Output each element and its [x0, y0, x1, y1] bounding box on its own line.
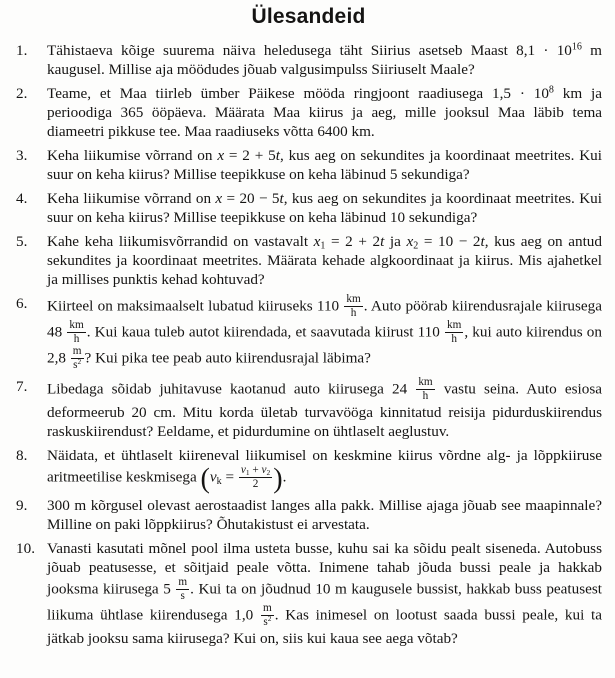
- problem-item-5: [15, 232, 602, 289]
- math-variable: x: [217, 147, 225, 164]
- fraction: [238, 465, 273, 491]
- problem-item-10: [15, 539, 602, 648]
- problem-text: Teame, et Maa tiirleb ümber Päikese mööda ringjoont raadiusega $1,5 \cdot 10^8$ km ja perioodiga 365 ööpäeva. Määrata Maa kiirus ja aeg, mille jooksul Maa läbib tema diameetri pikkuse tee. Maa raadiuseks võtta 6400 km.: [47, 84, 602, 140]
- math-variable: x: [215, 190, 223, 207]
- problem-text: Keha liikumise võrrand on x = 2 + 5t, kus aeg on sekundites ja koordinaat meetrites. Kui suur on keha kiirus? Millise teepikkuse on keha läbinud 5 sekundiga?: [47, 147, 602, 183]
- problem-text: Näidata, et ühtlaselt kiireneval liikumisel on keskmine kiirus võrdne alg- ja lõppkiiruse aritmeetilise keskmisega ($v_k$ = $\frac{v_1 + v_2}{2}$ ).: [47, 446, 602, 495]
- math-variable: x: [406, 233, 414, 250]
- superscript: 8: [548, 84, 554, 96]
- problem-number: 7.: [16, 377, 28, 395]
- problem-item-6: [15, 294, 602, 372]
- fraction-denominator: $s^2$: [263, 614, 272, 629]
- fraction: [66, 320, 86, 346]
- fraction-denominator: h: [451, 333, 457, 346]
- problem-number: 5.: [16, 233, 28, 250]
- problem-text: Keha liikumise võrrand on x = 20 − 5t, kus aeg on sekundites ja koordinaat meetrites. Kui suur on keha kiirus? Millise teepikkuse on keha läbinud 10 sekundiga?: [47, 190, 602, 226]
- superscript: 2: [267, 614, 272, 624]
- problem-text: Kiirteel on maksimaalselt lubatud kiiruseks 110 $\frac{km}{h}$ . Auto pöörab kiirendusrajale kiirusega 48 $\frac{km}{h}$ . Kui kaua tuleb autot kiirendada, et saavutada kiirust 110 $\frac{km}{h}$ , kui auto kiirendus on 2,8 $\frac{m}{s^2}$ ? Kui pika tee peab auto kiirendusrajal läbima?: [47, 293, 602, 372]
- subscript: 1: [245, 467, 250, 477]
- problem-number: 4.: [16, 190, 28, 207]
- fraction-numerator: km: [344, 294, 362, 307]
- big-parenthesis: (: [200, 463, 210, 495]
- math-variable: t: [380, 233, 385, 250]
- fraction-numerator: km: [445, 320, 463, 333]
- problem-item-4: [15, 189, 602, 227]
- fraction-numerator: km: [67, 320, 85, 333]
- fraction-numerator: m: [261, 603, 274, 616]
- math-variable: x: [313, 233, 321, 250]
- fraction-numerator: $v_1 + v_2$: [240, 463, 271, 477]
- subscript: 1: [320, 240, 326, 252]
- problem-item-7: [15, 377, 602, 441]
- problem-number: 6.: [16, 295, 28, 312]
- problem-item-1: [15, 41, 602, 79]
- problem-item-9: [15, 496, 602, 534]
- math-variable: t: [279, 190, 284, 207]
- subscript: 2: [266, 467, 271, 477]
- problem-number: 10.: [16, 539, 35, 557]
- subscript: k: [216, 475, 222, 487]
- fraction: [415, 377, 435, 403]
- problem-item-2: [15, 84, 602, 141]
- fraction: [343, 294, 363, 320]
- problem-text: Vanasti kasutati mõnel pool ilma usteta busse, kuhu sai ka sõidu pealt siseneda. Autobuss jõuab peatusesse, et sõitjaid peale võtta. Inimene tahab jõuda bussi peale ja hakkab jooksma kiirusega 5 $\frac{m}{s}$ . Kui ta on jõudnud 10 m kaugusele bussist, hakkab buss peatusest liikuma ühtlase kiirendusega 1,0 $\frac{m}{s^2}$ . Kas inimesel on lootust saada bussi peale, kui ta jätkab jooksu sama kiirusega? Kui on, siis kui kaua see aega võtab?: [47, 539, 602, 647]
- problem-text: Tähistaeva kõige suurema näiva heledusega täht Siirius asetseb Maast $8,1 \cdot 10^{16}$ m kaugusel. Millise aja möödudes jõuab valgusimpulss Siiriuselt Maale?: [47, 41, 602, 78]
- fraction-numerator: m: [71, 346, 84, 359]
- problem-item-8: [15, 446, 602, 495]
- math-variable: t: [480, 233, 485, 250]
- fraction: [175, 577, 190, 603]
- superscript: 16: [571, 41, 582, 53]
- subscript: 2: [413, 240, 419, 252]
- fraction-denominator: $s^2$: [73, 357, 82, 372]
- problem-text: 300 m kõrgusel olevast aerostaadist langes alla pakk. Millise ajaga jõuab see maapinnale? Milline on paki lõppkiirus? Õhutakistust ei arvestata.: [47, 496, 602, 533]
- fraction: [260, 603, 275, 629]
- fraction-denominator: h: [73, 333, 80, 346]
- math-variable: t: [275, 147, 280, 164]
- problem-number: 2.: [16, 85, 28, 102]
- page-title: Ülesandeid: [251, 5, 366, 28]
- fraction: [444, 320, 464, 346]
- problem-number: 9.: [16, 496, 28, 514]
- problems-list: [15, 41, 602, 648]
- big-parenthesis: ): [273, 463, 283, 495]
- problem-number: 3.: [16, 147, 28, 164]
- superscript: 2: [77, 357, 82, 367]
- fraction-denominator: 2: [252, 478, 259, 491]
- problem-text: Libedaga sõidab juhitavuse kaotanud auto kiirusega 24 $\frac{km}{h}$ vastu seina. Auto esiosa deformeerub 20 cm. Mitu korda ületab turvavööga kinnitatud reisija pidurduskiirendus raskuskiirendust? Eeldame, et pidurdumine on ühtlaselt aeglustuv.: [47, 375, 602, 440]
- fraction-denominator: s: [180, 590, 185, 603]
- fraction: [70, 346, 85, 372]
- problem-item-3: [15, 146, 602, 184]
- fraction-denominator: h: [422, 390, 429, 403]
- fraction-denominator: h: [350, 307, 357, 320]
- fraction-numerator: m: [176, 577, 189, 590]
- problem-text: Kahe keha liikumisvõrrandid on vastavalt $x_1 = 2 + 2t$ ja $x_2 = 10 - 2t$, kus aeg on antud sekundites ja koordinaat meetrites. Määrata kehade algkoordinaat ja kiirus. Mis ajahetkel ja millises punktis kehad kohtuvad?: [47, 233, 602, 288]
- problem-number: 8.: [16, 446, 28, 464]
- math-variable: v: [261, 463, 267, 476]
- fraction-numerator: km: [416, 377, 434, 390]
- math-variable: v: [240, 463, 246, 476]
- problem-number: 1.: [16, 42, 28, 59]
- math-variable: v: [209, 468, 217, 486]
